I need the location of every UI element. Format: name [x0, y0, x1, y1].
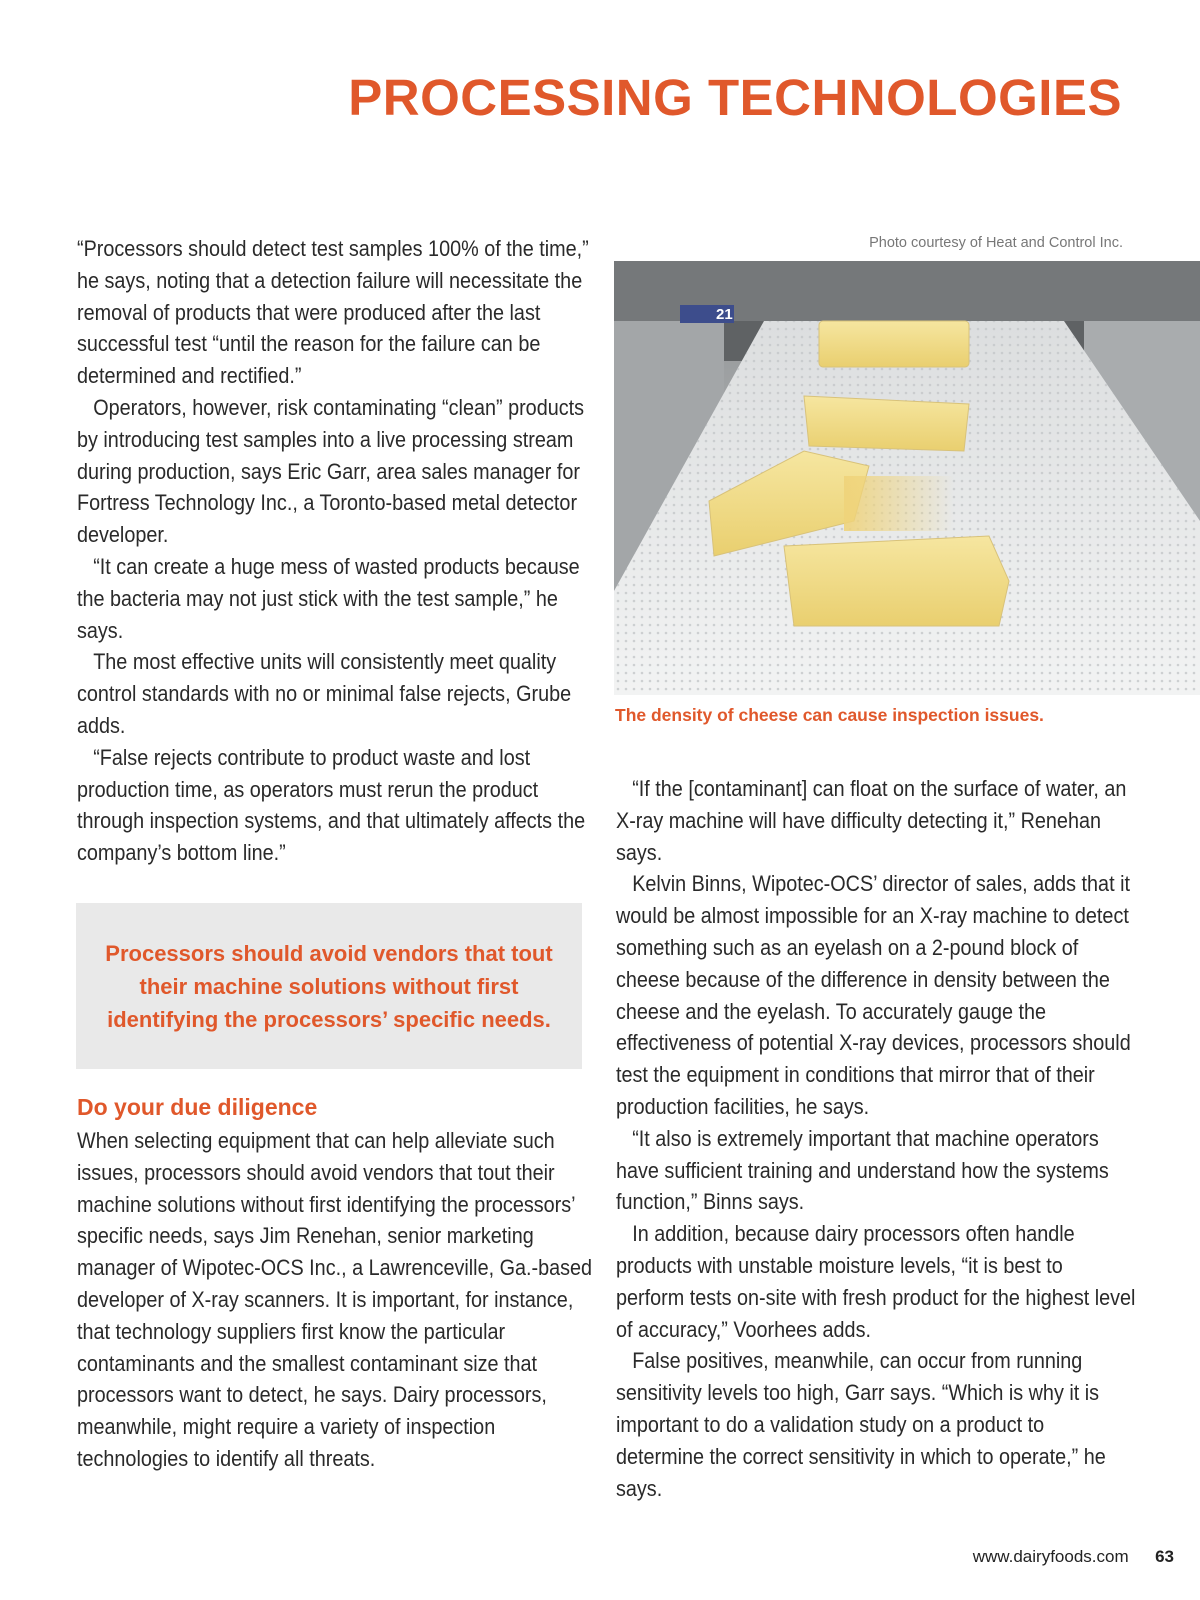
section-body [77, 1125, 597, 1475]
section-subhead: Do your due diligence [77, 1094, 318, 1120]
pullquote-text: Processors should avoid vendors that tout their machine solutions without first identifying the processors’ specific needs. [105, 940, 553, 1032]
photo-credit: Photo courtesy of Heat and Control Inc. [869, 235, 1123, 251]
page-number: 63 [1155, 1547, 1174, 1566]
section-title: PROCESSING TECHNOLOGIES [348, 69, 1122, 126]
body-paragraph: The most effective units will consistently meet quality control standards with no or minimal false rejects, Grube adds. [77, 649, 572, 738]
body-paragraph: Operators, however, risk contaminating “clean” products by introducing test samples into a live processing stream during production, says Eric Garr, area sales manager for Fortress Technology Inc., a Toronto-based metal detector developer. [77, 394, 585, 548]
body-paragraph: False positives, meanwhile, can occur from running sensitivity levels too high, Garr says. “Which is why it is important to do a validation study on a product to determine the correct sensitivity in which to operate,” he says. [616, 1348, 1106, 1501]
machine-number-label: 21 [716, 306, 733, 323]
cheese-inspection-photo [614, 261, 1200, 695]
body-paragraph: In addition, because dairy processors often handle products with unstable moisture levels, “it is best to perform tests on-site with fresh product for the highest level of accuracy,” Voorhees adds. [616, 1221, 1136, 1342]
body-paragraph: Kelvin Binns, Wipotec-OCS’ director of sales, adds that it would be almost impossible for an X-ray machine to detect something such as an eyelash on a 2-pound block of cheese because of the difference in density between the cheese and the eyelash. To accurately gauge the effectiveness of potential X-ray devices, processors should test the equipment in conditions that mirror that of their production facilities, he says. [616, 871, 1131, 1119]
page-footer [973, 1547, 1174, 1567]
body-paragraph: When selecting equipment that can help alleviate such issues, processors should avoid vendors that tout their machine solutions without first identifying the processors’ specific needs, says Jim Renehan, senior marketing manager of Wipotec-OCS Inc., a Lawrenceville, Ga.-based developer of X-ray scanners. It is important, for instance, that technology suppliers first know the particular contaminants and the smallest contaminant size that processors want to detect, he says. Dairy processors, meanwhile, might require a variety of inspection technologies to identify all threats. [77, 1128, 593, 1471]
pullquote-box [76, 903, 582, 1069]
right-column [616, 773, 1136, 1504]
body-paragraph: “It can create a huge mess of wasted products because the bacteria may not just stick with the test sample,” he says. [77, 553, 580, 643]
footer-url: www.dairyfoods.com [972, 1547, 1129, 1566]
body-paragraph: “It also is extremely important that machine operators have sufficient training and understand how the systems function,” Binns says. [616, 1125, 1109, 1215]
photo-caption: The density of cheese can cause inspection issues. [615, 705, 1044, 725]
body-paragraph: “If the [contaminant] can float on the surface of water, an X-ray machine will have difficulty detecting it,” Renehan says. [616, 776, 1127, 865]
body-paragraph: “Processors should detect test samples 100% of the time,” he says, noting that a detection failure will necessitate the removal of products that were produced after the last successful test “until the reason for the failure can be determined and rectified.” [77, 236, 589, 389]
body-paragraph: “False rejects contribute to product waste and lost production time, as operators must rerun the product through inspection systems, and that ultimately affects the company’s bottom line.” [77, 744, 586, 866]
left-column [77, 233, 597, 869]
